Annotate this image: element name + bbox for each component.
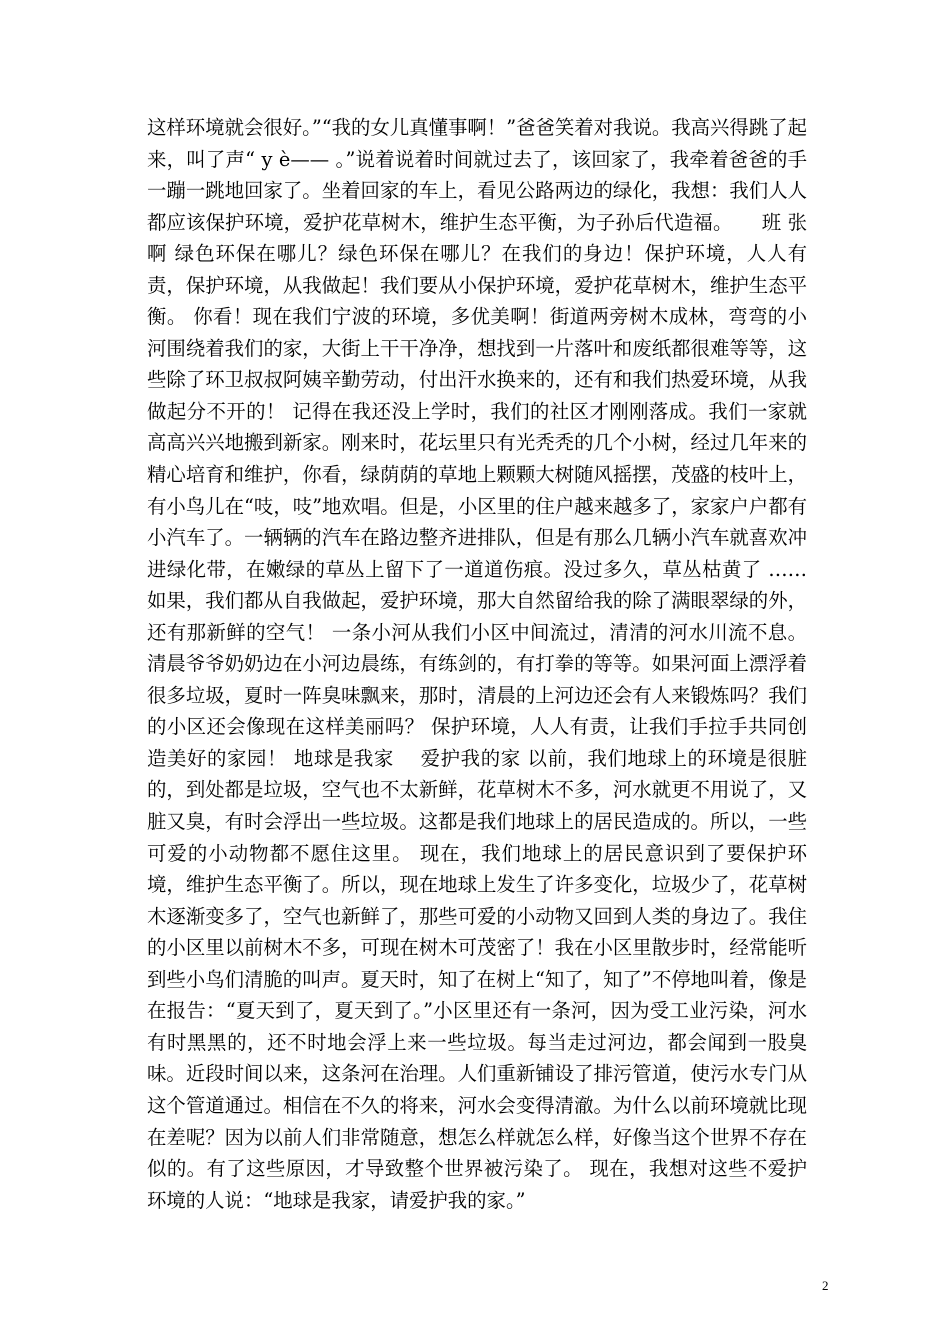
- body-text: 这样环境就会很好。”“我的女儿真懂事啊！”爸爸笑着对我说。我高兴得跳了起来，叫了声“ y è—— 。”说着说着时间就过去了，该回家了，我牵着爸爸的手一蹦一跳地回家了。坐着回家的车上，看见公路两边的绿化，我想：我们人人都应该保护环境，爱护花草树木，维护生态平衡，为子孙后代造福。 班 张啊 绿色环保在哪儿？绿色环保在哪儿？在我们的身边！保护环境，人人有责，保护环境，从我做起！我们要从小保护环境，爱护花草树木，维护生态平衡。 你看！现在我们宁波的环境，多优美啊！街道两旁树木成林，弯弯的小河围绕着我们的家，大街上干干净净，想找到一片落叶和废纸都很难等等，这些除了环卫叔叔阿姨辛勤劳动，付出汗水换来的，还有和我们热爱环境，从我做起分不开的！ 记得在我还没上学时，我们的社区才刚刚落成。我们一家就高高兴兴地搬到新家。刚来时，花坛里只有光秃秃的几个小树，经过几年来的精心培育和维护，你看，绿荫荫的草地上颗颗大树随风摇摆，茂盛的枝叶上，有小鸟儿在“吱，吱”地欢唱。但是，小区里的住户越来越多了，家家户户都有小汽车了。一辆辆的汽车在路边整齐进排队，但是有那么几辆小汽车就喜欢冲进绿化带，在嫩绿的草丛上留下了一道道伤痕。没过多久，草丛枯黄了 …… 如果，我们都从自我做起，爱护环境，那大自然留给我的除了满眼翠绿的外，还有那新鲜的空气！ 一条小河从我们小区中间流过，清清的河水川流不息。清晨爷爷奶奶边在小河边晨练，有练剑的，有打拳的等等。如果河面上漂浮着很多垃圾，夏时一阵臭味飘来，那时，清晨的上河边还会有人来锻炼吗？我们的小区还会像现在这样美丽吗？ 保护环境，人人有责，让我们手拉手共同创造美好的家园！ 地球是我家 爱护我的家 以前，我们地球上的环境是很脏的，到处都是垃圾，空气也不太新鲜，花草树木不多，河水就更不用说了，又脏又臭，有时会浮出一些垃圾。这都是我们地球上的居民造成的。所以，一些可爱的小动物都不愿住这里。 现在，我们地球上的居民意识到了要保护环境，维护生态平衡了。所以，现在地球上发生了许多变化，垃圾少了，花草树木逐渐变多了，空气也新鲜了，那些可爱的小动物又回到人类的身边了。我住的小区里以前树木不多，可现在树木可茂密了！我在小区里散步时，经常能听到些小鸟们清脆的叫声。夏天时，知了在树上“知了，知了”不停地叫着，像是在报告：“夏天到了，夏天到了。”小区里还有一条河，因为受工业污染，河水有时黑黑的，还不时地会浮上来一些垃圾。每当走过河边，都会闻到一股臭味。近段时间以来，这条河在治理。人们重新铺设了排污管道，使污水专门从这个管道通过。相信在不久的将来，河水会变得清澈。为什么以前环境就比现在差呢？因为以前人们非常随意，想怎么样就怎么样，好像当这个世界不存在似的。有了这些原因，才导致整个世界被污染了。 现在，我想对这些不爱护环境的人说：“地球是我家，请爱护我的家。”: [147, 116, 807, 1212]
- page-number: 2: [822, 1278, 829, 1293]
